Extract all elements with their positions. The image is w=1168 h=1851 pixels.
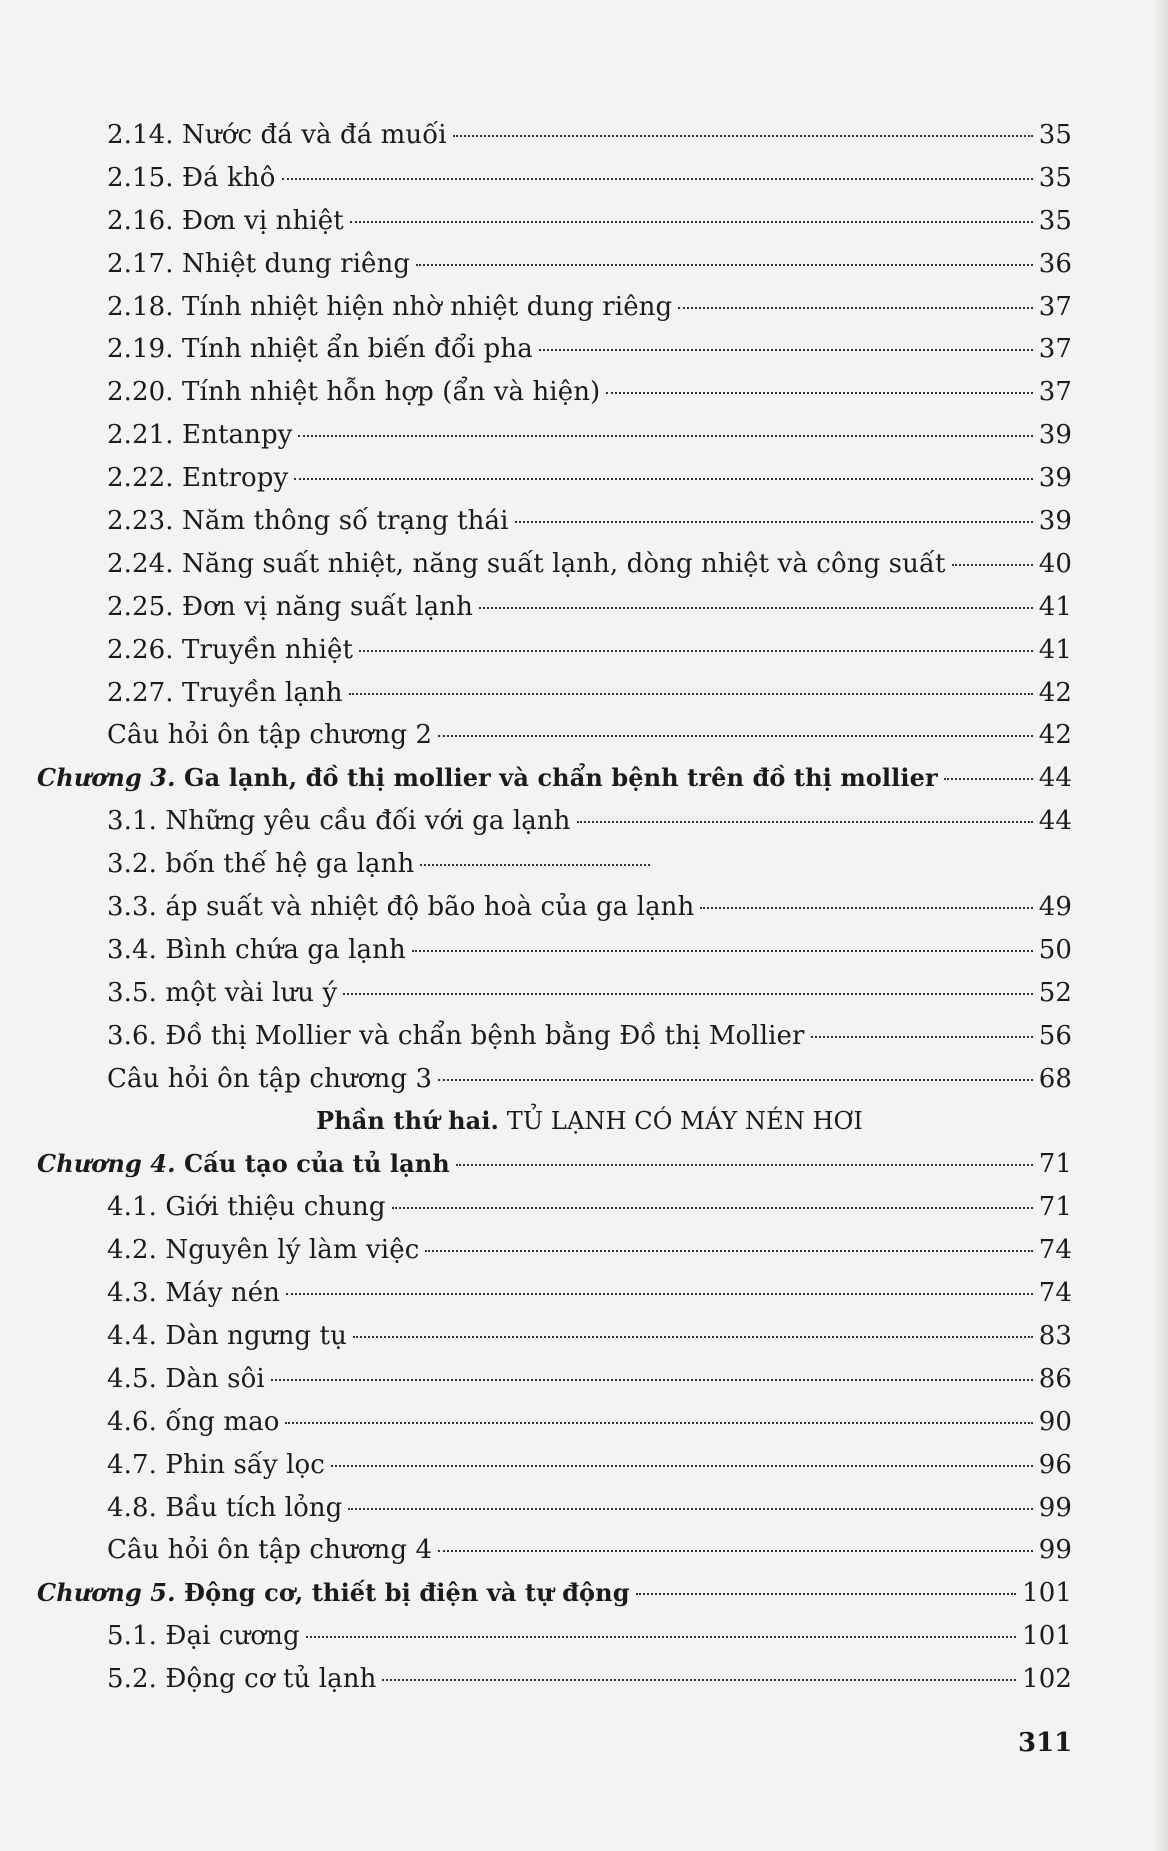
- dot-leader: [636, 1593, 1016, 1595]
- page-edge-shadow: [1154, 0, 1168, 1851]
- toc-entry-page: 71: [1038, 1192, 1072, 1223]
- toc-chapter-title-group: [37, 763, 938, 792]
- toc-entry-title: 2.22. Entropy: [107, 463, 289, 494]
- toc-entry-page: 74: [1038, 1235, 1072, 1266]
- toc-entry-title: 4.3. Máy nén: [107, 1278, 281, 1309]
- table-of-contents: [37, 120, 1072, 1707]
- dot-leader: [438, 1079, 1033, 1081]
- toc-entry-page: 37: [1038, 291, 1072, 322]
- dot-leader: [700, 907, 1032, 909]
- toc-entry-title: 4.2. Nguyên lý làm việc: [107, 1235, 420, 1266]
- toc-entry-page: 102: [1022, 1664, 1072, 1695]
- toc-chapter-heading: [37, 763, 1072, 806]
- toc-entry-page: 56: [1038, 1020, 1072, 1051]
- toc-entry-page: 83: [1038, 1320, 1072, 1351]
- toc-entry-title: 3.1. Những yêu cầu đối với ga lạnh: [107, 806, 571, 837]
- toc-entry-title: 2.23. Năm thông số trạng thái: [107, 506, 509, 537]
- toc-entry-page: 101: [1022, 1621, 1072, 1652]
- toc-entry-title: 3.4. Bình chứa ga lạnh: [107, 934, 406, 965]
- dot-leader: [343, 993, 1032, 995]
- toc-entry-page: 42: [1038, 720, 1072, 751]
- toc-entry: [37, 1493, 1072, 1536]
- toc-entry-page: 35: [1038, 162, 1072, 193]
- toc-entry-page: 44: [1038, 806, 1072, 837]
- toc-entry-title: 4.7. Phin sấy lọc: [107, 1449, 325, 1480]
- toc-entry-page: 41: [1038, 591, 1072, 622]
- toc-chapter-label: Chương 4.: [37, 1149, 176, 1179]
- dot-leader: [382, 1679, 1016, 1681]
- toc-entry-title: 4.4. Dàn ngưng tụ: [107, 1320, 347, 1351]
- toc-entry-title: 2.21. Entanpy: [107, 420, 293, 451]
- toc-part-label: Phần thứ hai.: [316, 1106, 500, 1136]
- toc-chapter-title: Động cơ, thiết bị điện và tự động: [184, 1578, 630, 1608]
- toc-chapter-label: Chương 5.: [37, 1578, 176, 1608]
- toc-entry-page: 99: [1038, 1535, 1072, 1566]
- toc-entry-title: 2.17. Nhiệt dung riêng: [107, 248, 411, 279]
- toc-entry: [37, 1278, 1072, 1321]
- toc-entry: [37, 506, 1072, 549]
- dot-leader: [438, 735, 1033, 737]
- dot-leader: [353, 1336, 1033, 1338]
- toc-chapter-page: 71: [1038, 1149, 1072, 1180]
- toc-part-heading: [37, 1106, 1072, 1149]
- dot-leader: [539, 349, 1033, 351]
- toc-entry-page: 35: [1038, 120, 1072, 150]
- toc-entry: [37, 120, 1072, 163]
- toc-entry-page: 36: [1038, 248, 1072, 279]
- toc-entry-page: 37: [1038, 377, 1072, 408]
- toc-entry-title: 2.24. Năng suất nhiệt, năng suất lạnh, dòng nhiệt và công suất: [107, 548, 946, 579]
- dot-leader: [306, 1636, 1016, 1638]
- toc-entry-page: 41: [1038, 634, 1072, 665]
- toc-chapter-heading: [37, 1149, 1072, 1192]
- toc-entry: [37, 1321, 1072, 1364]
- dot-leader: [425, 1250, 1032, 1252]
- toc-entry: [37, 806, 1072, 849]
- toc-entry-title: 4.8. Bầu tích lỏng: [107, 1492, 343, 1523]
- toc-entry: [37, 377, 1072, 420]
- toc-entry-page: 39: [1038, 463, 1072, 494]
- toc-entry-title: 3.3. áp suất và nhiệt độ bão hoà của ga lạnh: [107, 892, 695, 923]
- toc-chapter-page: 44: [1038, 763, 1072, 794]
- toc-entry-page: 90: [1038, 1406, 1072, 1437]
- toc-entry: [37, 1407, 1072, 1450]
- toc-entry: [37, 1621, 1072, 1664]
- toc-entry-page: 86: [1038, 1363, 1072, 1394]
- toc-entry-title: 2.25. Đơn vị năng suất lạnh: [107, 591, 473, 622]
- toc-entry: [37, 849, 1072, 892]
- dot-leader: [453, 135, 1033, 137]
- dot-leader: [416, 264, 1033, 266]
- dot-leader: [298, 435, 1032, 437]
- toc-entry-title: 4.5. Dàn sôi: [107, 1363, 265, 1394]
- toc-entry: [37, 249, 1072, 292]
- dot-leader: [952, 564, 1033, 566]
- toc-entry: [37, 1364, 1072, 1407]
- dot-leader: [678, 307, 1032, 309]
- toc-part-title: TỦ LẠNH CÓ MÁY NÉN HƠI: [506, 1107, 863, 1136]
- toc-entry-title: 4.6. ống mao: [107, 1406, 280, 1437]
- toc-entry-page: 35: [1038, 205, 1072, 236]
- dot-leader: [331, 1465, 1033, 1467]
- toc-entry: [37, 935, 1072, 978]
- toc-entry: [37, 206, 1072, 249]
- toc-chapter-page: 101: [1022, 1578, 1072, 1609]
- toc-entry-title: 3.2. bốn thế hệ ga lạnh: [107, 849, 415, 880]
- toc-entry: [37, 1192, 1072, 1235]
- toc-entry: [37, 1235, 1072, 1278]
- toc-entry-title: 2.15. Đá khô: [107, 162, 276, 193]
- toc-entry-title: 2.19. Tính nhiệt ẩn biến đổi pha: [107, 334, 533, 365]
- toc-entry-title: 2.20. Tính nhiệt hỗn hợp (ẩn và hiện): [107, 377, 601, 408]
- toc-entry: [37, 334, 1072, 377]
- dot-leader: [479, 607, 1033, 609]
- dot-leader: [285, 1422, 1032, 1424]
- toc-entry-page: 99: [1038, 1492, 1072, 1523]
- toc-entry-title: 2.27. Truyền lạnh: [107, 677, 343, 708]
- toc-entry: [37, 292, 1072, 335]
- toc-entry-title: 5.2. Động cơ tủ lạnh: [107, 1664, 377, 1695]
- dot-leader: [271, 1379, 1033, 1381]
- toc-entry: [37, 678, 1072, 721]
- dot-leader: [438, 1550, 1033, 1552]
- toc-entry-title: 2.26. Truyền nhiệt: [107, 634, 354, 665]
- dot-leader: [282, 178, 1033, 180]
- toc-entry-page: 40: [1038, 548, 1072, 579]
- toc-entry-title: 2.16. Đơn vị nhiệt: [107, 205, 344, 236]
- toc-entry-page: 49: [1038, 892, 1072, 923]
- toc-entry-page: 96: [1038, 1449, 1072, 1480]
- dot-leader: [515, 521, 1033, 523]
- toc-chapter-heading: [37, 1578, 1072, 1621]
- toc-entry: [37, 1664, 1072, 1707]
- toc-entry-page: 52: [1038, 977, 1072, 1008]
- toc-chapter-label: Chương 3.: [37, 763, 176, 793]
- toc-chapter-title: Ga lạnh, đồ thị mollier và chẩn bệnh trên đồ thị mollier: [184, 763, 938, 793]
- toc-entry: [37, 1064, 1072, 1107]
- dot-leader: [392, 1207, 1033, 1209]
- toc-entry: [37, 978, 1072, 1021]
- toc-entry: [37, 720, 1072, 763]
- toc-entry-title: 2.14. Nước đá và đá muối: [107, 120, 447, 150]
- dot-leader: [294, 478, 1032, 480]
- toc-entry-page: 50: [1038, 934, 1072, 965]
- dot-leader: [359, 650, 1033, 652]
- dot-leader: [420, 864, 650, 866]
- toc-chapter-title-group: [37, 1578, 630, 1607]
- dot-leader: [349, 693, 1033, 695]
- toc-entry-page: 39: [1038, 506, 1072, 537]
- toc-entry-page: 39: [1038, 420, 1072, 451]
- page-number: 311: [1018, 1728, 1073, 1758]
- toc-entry-page: 74: [1038, 1278, 1072, 1309]
- toc-entry-title: 4.1. Giới thiệu chung: [107, 1192, 386, 1223]
- dot-leader: [811, 1036, 1033, 1038]
- toc-entry-page: 37: [1038, 334, 1072, 365]
- toc-chapter-title-group: [37, 1149, 450, 1178]
- toc-entry-title: 2.18. Tính nhiệt hiện nhờ nhiệt dung riêng: [107, 291, 673, 322]
- dot-leader: [286, 1293, 1033, 1295]
- dot-leader: [944, 778, 1033, 780]
- toc-entry: [37, 1535, 1072, 1578]
- toc-entry-title: 5.1. Đại cương: [107, 1621, 300, 1652]
- toc-entry: [37, 892, 1072, 935]
- toc-entry-title: 3.5. một vài lưu ý: [107, 977, 338, 1008]
- toc-entry: [37, 463, 1072, 506]
- toc-entry-title: Câu hỏi ôn tập chương 2: [107, 720, 433, 751]
- toc-entry: [37, 163, 1072, 206]
- dot-leader: [606, 392, 1032, 394]
- toc-entry-page: 68: [1038, 1063, 1072, 1094]
- dot-leader: [348, 1508, 1032, 1510]
- toc-entry: [37, 549, 1072, 592]
- toc-entry: [37, 420, 1072, 463]
- toc-entry: [37, 1450, 1072, 1493]
- toc-entry: [37, 1021, 1072, 1064]
- toc-entry-page: 42: [1038, 677, 1072, 708]
- dot-leader: [577, 821, 1033, 823]
- toc-entry-title: Câu hỏi ôn tập chương 3: [107, 1063, 433, 1094]
- dot-leader: [412, 950, 1033, 952]
- toc-chapter-title: Cấu tạo của tủ lạnh: [184, 1149, 450, 1179]
- toc-entry: [37, 635, 1072, 678]
- toc-entry: [37, 592, 1072, 635]
- toc-entry-title: 3.6. Đồ thị Mollier và chẩn bệnh bằng Đồ thị Mollier: [107, 1020, 805, 1051]
- dot-leader: [350, 221, 1033, 223]
- dot-leader: [456, 1164, 1033, 1166]
- toc-entry-title: Câu hỏi ôn tập chương 4: [107, 1535, 433, 1566]
